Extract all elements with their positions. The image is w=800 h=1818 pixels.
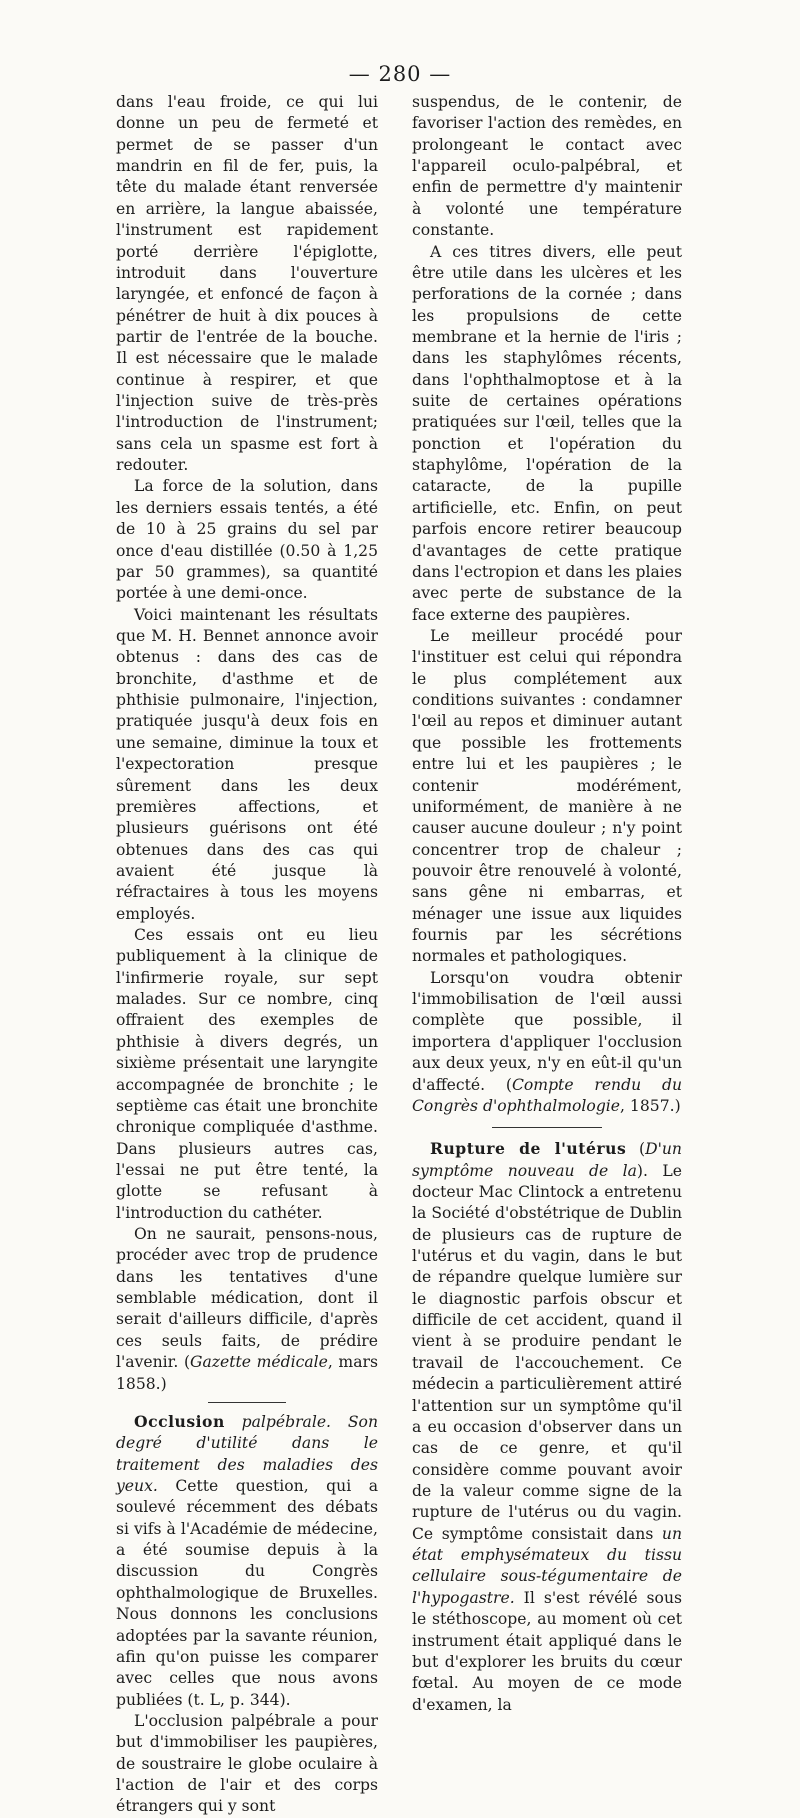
paragraph-text: Cette question, qui a soulevé récemment des débats si vifs à l'Académie de médecine, a été soumise depuis à la discussion du Congrès ophthalmologique de Bruxelles. Nous donnons les conclusions adoptées par la savante réunion, afin qu'on puisse les comparer avec celles que nous avons publiées (t. L, p. 344). [116, 1477, 378, 1709]
separator-rule [492, 1127, 602, 1128]
article-title: D'un symptôme nouveau de la [412, 1140, 682, 1180]
source-citation: Compte rendu du Congrès d'ophthalmologie [412, 1075, 682, 1115]
paragraph [116, 1224, 378, 1395]
paragraph-text: Lorsqu'on voudra obtenir l'immobilisation de l'œil aussi complète que possible, il importera d'appliquer l'occlusion aux deux yeux, n'y en eût-il qu'un d'affecté. ( [412, 968, 682, 1094]
paragraph-text: Le docteur Mac Clintock a entretenu la Société d'obstétrique de Dublin de plusieurs cas de rupture de l'utérus et du vagin, dans le but de répandre quelque lumière sur le diagnostic parfois obscur et difficile de cet accident, quand il vient à se produire pendant le travail de l'accouchement. Ce médecin a particulièrement attiré l'attention sur un symptôme qu'il a eu occasion d'observer dans un cas de ce genre, et qu'il considère comme pouvant avoir de la valeur comme signe de la rupture de l'utérus ou du vagin. Ce symptôme consistait dans [412, 1161, 682, 1543]
paragraph-text: Il s'est révélé sous le stéthoscope, au moment où cet instrument était appliqué dans le but d'explorer les bruits du cœur fœtal. Au moyen de ce mode d'examen, la [412, 1588, 682, 1714]
separator-rule [208, 1402, 286, 1403]
paragraph-text: ). [636, 1161, 663, 1180]
article-title: palpébrale. Son degré d'utilité dans le traitement des maladies des yeux. [116, 1412, 378, 1495]
paragraph-text: , 1857.) [620, 1096, 681, 1115]
paragraph: Voici maintenant les résultats que M. H. Bennet annonce avoir obtenus : dans des cas de bronchite, d'asthme et de phthisie pulmonaire, l'injection, pratiquée jusqu'à deux fois en une semaine, diminue la toux et l'expectoration presque sûrement dans les deux premières affections, et plusieurs guérisons ont été obtenues dans des cas qui avaient été jusque là réfractaires à tous les moyens employés. [116, 605, 378, 923]
paragraph: L'occlusion palpébrale a pour but d'immobiliser les paupières, de soustraire le globe oculaire à l'action de l'air et des corps étrangers qui y sont [116, 1711, 378, 1816]
emphasis-text: un état emphysémateux du tissu cellulaire sous-tégumentaire de l'hypogastre. [412, 1524, 682, 1607]
paragraph: Le meilleur procédé pour l'instituer est celui qui répondra le plus complétement aux conditions suivantes : condamner l'œil au repos et diminuer autant que possible les frottements entre lui et les paupières ; le contenir modérément, uniformément, de manière à ne causer aucune douleur ; n'y point concentrer trop de chaleur ; pouvoir être renouvelé à volonté, sans gêne ni embarras, et ménager une issue aux liquides fournis par les sécrétions normales et pathologiques. [412, 626, 682, 966]
article-rupture [412, 1138, 682, 1716]
right-column [412, 92, 682, 1716]
paragraph: A ces titres divers, elle peut être utile dans les ulcères et les perforations de la cornée ; dans les propulsions de cette membrane et la hernie de l'iris ; dans les staphylômes récents, dans l'ophthalmoptose et à la suite de certaines opérations pratiquées sur l'œil, telles que la ponction et l'opération du staphylôme, l'opération de la cataracte, de la pupille artificielle, etc. Enfin, on peut parfois encore retirer beaucoup d'avantages de cette pratique dans l'ectropion et dans les plaies avec perte de substance de la face externe des paupières. [412, 242, 682, 624]
paragraph-text: ( [626, 1140, 646, 1159]
paragraph [412, 968, 682, 1118]
source-citation: Gazette médicale [190, 1353, 328, 1372]
article-heading: Rupture de l'utérus [430, 1139, 627, 1159]
paragraph: dans l'eau froide, ce qui lui donne un peu de fermeté et permet de se passer d'un mandrin en fil de fer, puis, la tête du malade étant renversée en arrière, la langue abaissée, l'instrument est rapidement porté derrière l'épiglotte, introduit dans l'ouverture laryngée, et enfoncé de façon à pénétrer de huit à dix pouces à partir de l'entrée de la bouche. Il est nécessaire que le malade continue à respirer, et que l'injection suive de très-près l'introduction de l'instrument; sans cela un spasme est fort à redouter. [116, 93, 378, 475]
article-heading: Occlusion [134, 1411, 225, 1431]
paragraph: Ces essais ont eu lieu publiquement à la clinique de l'infirmerie royale, sur sept malades. Sur ce nombre, cinq offraient des exemples de phthisie à divers degrés, un sixième présentait une laryngite accompagnée de bronchite ; le septième cas était une bronchite chronique compliquée d'asthme. Dans plusieurs autres cas, l'essai ne put être tenté, la glotte se refusant à l'introduction du cathéter. [116, 926, 378, 1222]
left-column [116, 92, 378, 1818]
paragraph: La force de la solution, dans les derniers essais tentés, a été de 10 à 25 grains du sel par once d'eau distillée (0.50 à 1,25 par 50 grammes), sa quantité portée à une demi-once. [116, 477, 378, 603]
paragraph-text: , mars 1858.) [116, 1353, 378, 1393]
paragraph: suspendus, de le contenir, de favoriser l'action des remèdes, en prolongeant le contact avec l'appareil oculo-palpébral, et enfin de permettre d'y maintenir à volonté une température constante. [412, 93, 682, 240]
paragraph-text: On ne saurait, pensons-nous, procéder avec trop de prudence dans les tentatives d'une semblable médication, dont il serait d'ailleurs difficile, d'après ces seuls faits, de prédire l'avenir. ( [116, 1225, 378, 1372]
page-number: — 280 — [348, 62, 452, 86]
article-occlusion [116, 1411, 378, 1711]
